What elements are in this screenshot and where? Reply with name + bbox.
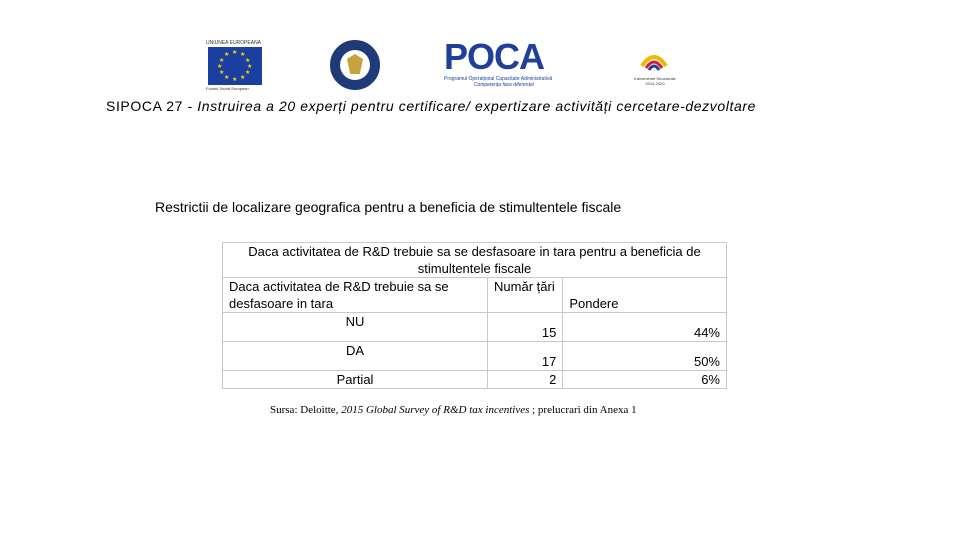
table-row: [223, 371, 727, 389]
column-header-count: Număr țări: [488, 278, 563, 313]
government-seal-logo: [330, 40, 380, 90]
structural-instruments-text: Instrumente Structurale 2014-2020: [634, 76, 676, 86]
row-share: 44%: [563, 313, 727, 342]
row-label: DA: [223, 342, 488, 371]
eu-flag-icon: ★ ★ ★ ★ ★ ★ ★ ★ ★ ★ ★ ★: [208, 47, 262, 85]
column-header-question: Daca activitatea de R&D trebuie sa se desfasoare in tara: [223, 278, 488, 313]
row-count: 17: [488, 342, 563, 371]
table-row: [223, 342, 727, 371]
eu-logo-top-text: UNIUNEA EUROPEANĂ: [206, 40, 262, 46]
poca-wordmark: POCA: [444, 36, 545, 77]
table-column-header-row: [223, 278, 727, 313]
row-label: Partial: [223, 371, 488, 389]
table-header-cell: Daca activitatea de R&D trebuie sa se desfasoare in tara pentru a beneficia de stimultentele fiscale: [223, 243, 727, 278]
project-code: SIPOCA 27 -: [106, 98, 198, 114]
eu-logo: [206, 40, 264, 92]
eu-logo-bottom-text: Fondul Social European: [206, 86, 249, 91]
poca-logo: [444, 38, 564, 90]
poca-subtitle: Programul Operațional Capacitate Administrativă Competența face diferența!: [444, 76, 553, 88]
row-label: NU: [223, 313, 488, 342]
structural-instruments-icon: [638, 46, 670, 72]
table-source-note: Sursa: Deloitte, 2015 Global Survey of R&D tax incentives ; prelucrari din Anexa 1: [270, 404, 637, 416]
data-table: [222, 242, 727, 389]
row-share: 6%: [563, 371, 727, 389]
structural-instruments-logo: [626, 38, 684, 90]
row-count: 2: [488, 371, 563, 389]
row-count: 15: [488, 313, 563, 342]
project-header: [106, 98, 866, 114]
table-title: Restrictii de localizare geografica pentru a beneficia de stimultentele fiscale: [155, 199, 622, 215]
column-header-share: Pondere: [563, 278, 727, 313]
table-header-row: [223, 243, 727, 278]
project-title: Instruirea a 20 experți pentru certificare/ expertizare activități cercetare-dezvoltare: [197, 98, 756, 114]
row-share: 50%: [563, 342, 727, 371]
table-row: [223, 313, 727, 342]
